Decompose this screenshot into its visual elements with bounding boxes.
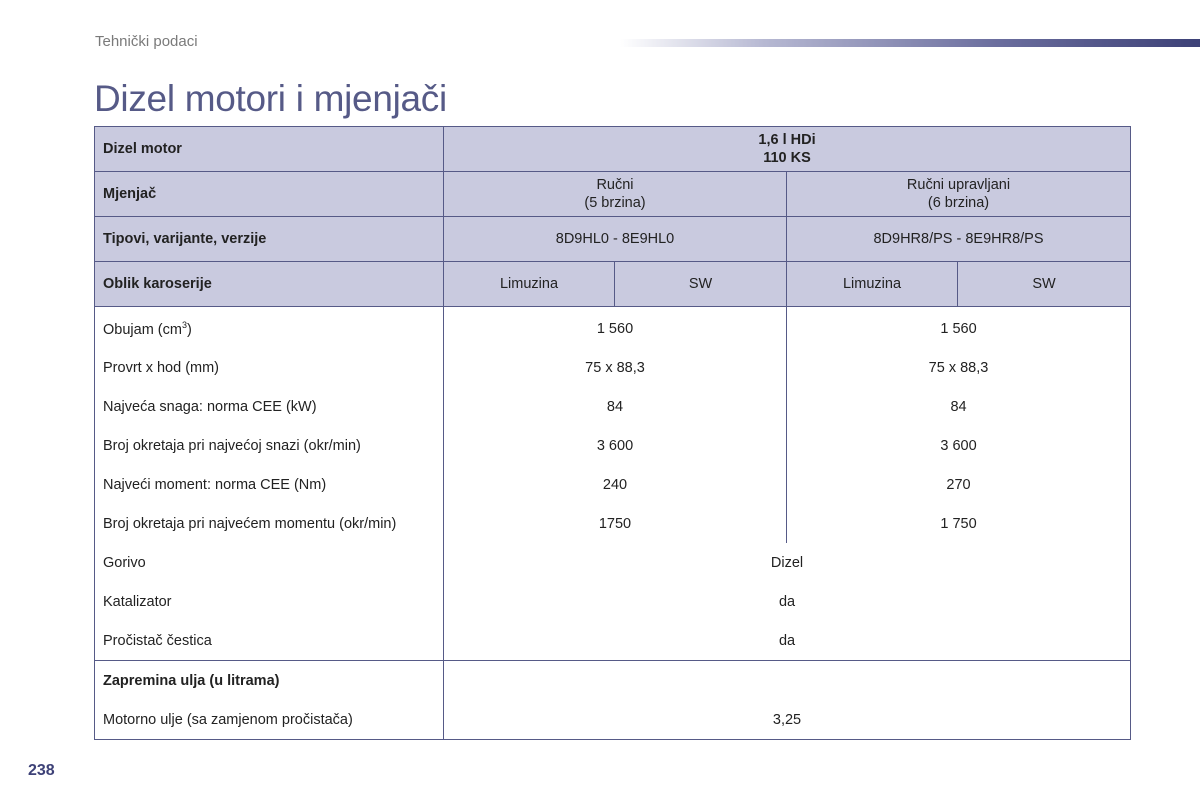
oil-heading: Zapremina ulja (u litrama) (95, 661, 444, 701)
types-row (95, 217, 1131, 262)
gearbox-auto-speeds: (6 brzina) (927, 195, 990, 211)
table-row (95, 582, 1131, 621)
body-cell: SW (958, 262, 1131, 307)
engine-power: 110 KS (763, 150, 811, 166)
row-value-merged: Dizel (444, 543, 1131, 582)
types-manual: 8D9HL0 - 8E9HL0 (444, 217, 787, 262)
row-label (95, 307, 444, 349)
page-title: Dizel motori i mjenjači (94, 78, 447, 119)
engine-label: Dizel motor (95, 127, 444, 172)
page-number: 238 (28, 762, 55, 779)
row-value-manual: 3 600 (444, 426, 787, 465)
engine-row (95, 127, 1131, 172)
body-row (95, 262, 1131, 307)
row-label: Provrt x hod (mm) (95, 348, 444, 387)
section-label: Tehnički podaci (95, 33, 198, 50)
row-label: Broj okretaja pri najvećem momentu (okr/min) (95, 504, 444, 543)
row-value-auto: 1 560 (787, 307, 1131, 349)
row-label: Broj okretaja pri najvećoj snazi (okr/min) (95, 426, 444, 465)
gearbox-manual-speeds: (5 brzina) (584, 195, 646, 211)
row-value-auto: 1 750 (787, 504, 1131, 543)
table-row (95, 426, 1131, 465)
row-value-auto: 75 x 88,3 (787, 348, 1131, 387)
gearbox-label: Mjenjač (95, 172, 444, 217)
body-label: Oblik karoserije (95, 262, 444, 307)
row-value-manual: 75 x 88,3 (444, 348, 787, 387)
gearbox-auto-name: Ručni upravljani (906, 177, 1011, 193)
row-value-auto: 270 (787, 465, 1131, 504)
row-label: Pročistač čestica (95, 621, 444, 661)
row-value-manual: 240 (444, 465, 787, 504)
row-value-auto: 84 (787, 387, 1131, 426)
row-value-merged: da (444, 621, 1131, 661)
body-cell: SW (615, 262, 787, 307)
oil-heading-row (95, 661, 1131, 701)
table-row (95, 387, 1131, 426)
table-row (95, 465, 1131, 504)
engine-spec-table (94, 126, 1131, 740)
row-value-merged: da (444, 582, 1131, 621)
row-label: Najveći moment: norma CEE (Nm) (95, 465, 444, 504)
gearbox-manual (444, 172, 787, 217)
oil-heading-empty (444, 661, 1131, 701)
table-row (95, 621, 1131, 661)
engine-value (444, 127, 1131, 172)
row-value-manual: 1 560 (444, 307, 787, 349)
gearbox-manual-name: Ručni (596, 177, 634, 193)
table-row (95, 504, 1131, 543)
row-label: Gorivo (95, 543, 444, 582)
row-value-auto: 3 600 (787, 426, 1131, 465)
displacement-superscript: 3 (181, 319, 187, 330)
row-value-merged: 3,25 (444, 700, 1131, 740)
types-label: Tipovi, varijante, verzije (95, 217, 444, 262)
types-auto: 8D9HR8/PS - 8E9HR8/PS (787, 217, 1131, 262)
row-label: Katalizator (95, 582, 444, 621)
gearbox-row (95, 172, 1131, 217)
row-label: Najveća snaga: norma CEE (kW) (95, 387, 444, 426)
table-row (95, 700, 1131, 740)
table-row (95, 543, 1131, 582)
displacement-label-end: ) (186, 321, 192, 338)
header-gradient-bar (620, 39, 1200, 47)
row-value-manual: 84 (444, 387, 787, 426)
engine-name: 1,6 l HDi (758, 132, 816, 148)
table-row (95, 348, 1131, 387)
row-label: Motorno ulje (sa zamjenom pročistača) (95, 700, 444, 740)
gearbox-auto (787, 172, 1131, 217)
body-cell: Limuzina (787, 262, 958, 307)
row-value-manual: 1750 (444, 504, 787, 543)
body-cell: Limuzina (444, 262, 615, 307)
table-row (95, 307, 1131, 349)
displacement-label: Obujam (cm (103, 321, 182, 338)
